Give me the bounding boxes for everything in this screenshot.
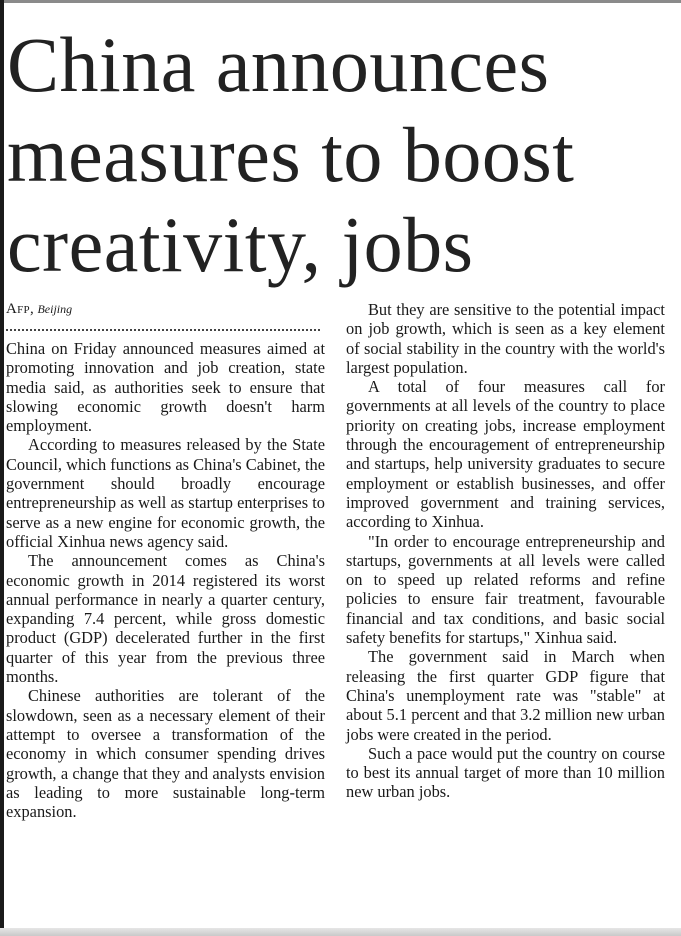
byline-place: Beijing [37,302,73,316]
article-paragraph: A total of four measures call for governments at all levels of the country to place priority on creating jobs, increase employment through the encouragement of entrepreneurship and startups, help university graduates to secure employment or establish businesses, and offer improved government and training services, according to Xinhua. [346,377,665,532]
article-paragraph: Such a pace would put the country on course to best its annual target of more than 10 million new urban jobs. [346,743,665,802]
article-paragraph: Chinese authorities are tolerant of the slowdown, seen as a necessary element of their attempt to oversee a transformation of the economy in which consumer spending drives growth, a change that they and analysts envision as leading to more sustainable long-term expansion. [6,686,325,822]
article-paragraph: The government said in March when releasing the first quarter GDP figure that China's unemployment rate was "stable" at about 5.1 percent and that 3.2 million new urban jobs were created in the period. [346,647,665,744]
top-rule [4,0,681,3]
article-paragraph: The announcement comes as China's economic growth in 2014 registered its worst annual performance in nearly a quarter century, expanding 7.4 percent, while gross domestic product (GDP) decelerated further in the first quarter of this year from the previous three months. [6,551,325,687]
article-paragraph: China on Friday announced measures aimed at promoting innovation and job creation, state media said, as authorities seek to ensure that slowing economic growth doesn't harm employment. [6,339,325,436]
article-paragraph: But they are sensitive to the potential impact on job growth, which is seen as a key element of social stability in the country with the world's largest population. [346,300,665,377]
byline-agency: Afp [6,301,30,317]
page-left-edge [0,0,4,936]
article-column-right [346,300,665,802]
article-paragraph: "In order to encourage entrepreneurship and startups, governments at all levels were called on to speed up related reforms and refine policies to ensure fair treatment, favourable financial and tax conditions, and basic social safety benefits for startups," Xinhua said. [346,531,665,648]
article-column-left [6,300,325,821]
bottom-edge-band [0,928,681,936]
byline-dotted-rule [6,329,320,331]
article-paragraph: According to measures released by the State Council, which functions as China's Cabinet, the government should broadly encourage entrepreneurship as well as startup enterprises to serve as a new engine for economic growth, the official Xinhua news agency said. [6,435,325,551]
headline: China announces measures to boost creativity, jobs [7,21,575,288]
byline: Afp, Beijing [6,301,73,317]
